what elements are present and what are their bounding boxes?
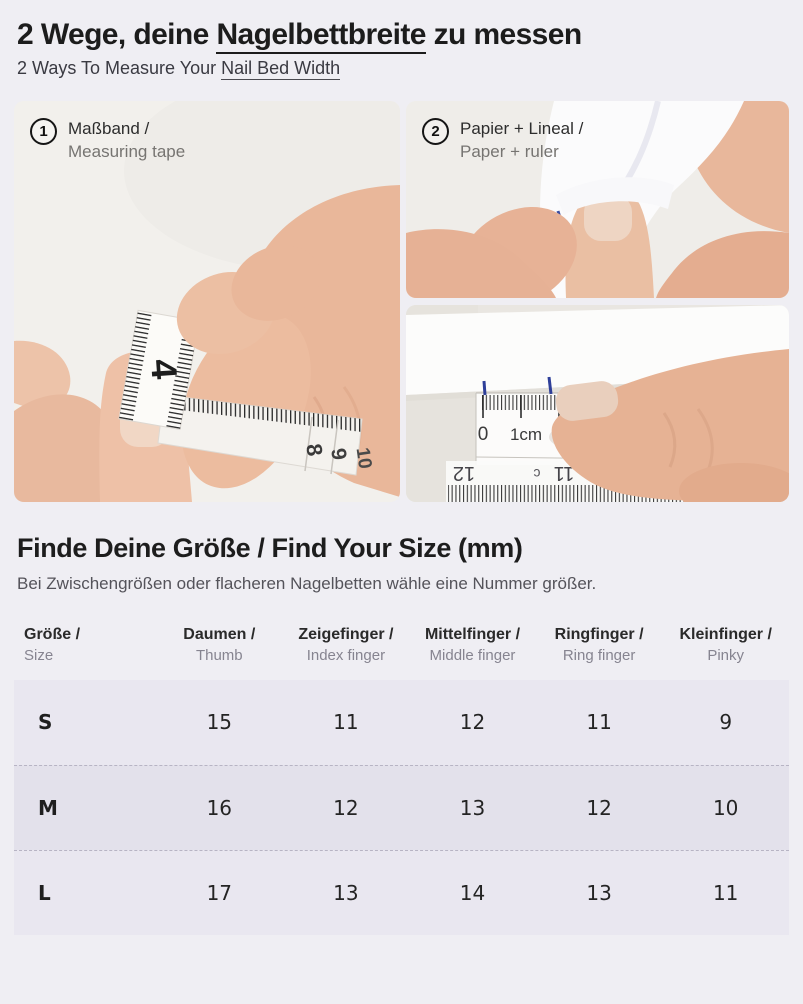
subtitle-underlined-word: Nail Bed Width bbox=[221, 58, 341, 78]
size-label: S bbox=[38, 710, 53, 735]
right-photo-column bbox=[406, 101, 789, 502]
ruler-inverted-mark-11: 11 bbox=[553, 461, 575, 484]
size-note: Bei Zwischengrößen oder flacheren Nagelbetten wähle eine Nummer größer. bbox=[17, 573, 597, 593]
method-2-label-en: Paper + ruler bbox=[460, 141, 559, 161]
method-1-caption bbox=[30, 117, 185, 163]
size-label: L bbox=[38, 880, 51, 905]
ruler-inverted-mark-c: c bbox=[533, 465, 541, 482]
method-1-label-de: Maßband / bbox=[68, 118, 150, 138]
size-table bbox=[14, 625, 789, 935]
method-1-label-en: Measuring tape bbox=[68, 141, 186, 161]
title-underlined-word: Nagelbettbreite bbox=[216, 18, 425, 54]
value-index-finger: 11 bbox=[333, 710, 359, 735]
column-header-de: Zeigefinger / bbox=[298, 625, 394, 643]
page-subtitle bbox=[17, 58, 789, 80]
table-header-row bbox=[14, 625, 789, 665]
value-ring-finger: 12 bbox=[586, 795, 612, 820]
page-header bbox=[14, 18, 789, 80]
column-header-middle-finger bbox=[409, 625, 536, 665]
ruler-illustration bbox=[406, 305, 789, 502]
column-header-en: Size bbox=[24, 646, 54, 664]
column-header-pinky bbox=[662, 625, 789, 665]
photo-paper-wrap bbox=[406, 101, 789, 298]
ruler-mark-1cm: 1cm bbox=[509, 424, 543, 444]
column-header-de: Daumen / bbox=[183, 625, 256, 643]
title-prefix: 2 Wege, deine bbox=[17, 18, 217, 51]
tape-number-4: 4 bbox=[143, 357, 186, 381]
value-thumb: 17 bbox=[206, 880, 233, 905]
value-thumb: 16 bbox=[206, 795, 233, 820]
column-header-size bbox=[14, 625, 156, 665]
column-header-de: Ringfinger / bbox=[554, 625, 644, 643]
value-pinky: 9 bbox=[719, 710, 733, 735]
page-title bbox=[17, 18, 789, 51]
method-1-number-badge: 1 bbox=[30, 118, 57, 145]
table-body bbox=[14, 680, 789, 935]
column-header-en: Thumb bbox=[195, 646, 243, 664]
column-header-en: Middle finger bbox=[429, 646, 516, 664]
column-header-de: Größe / bbox=[24, 625, 81, 643]
title-suffix: zu messen bbox=[425, 18, 582, 51]
column-header-en: Index finger bbox=[306, 646, 386, 664]
size-label: M bbox=[38, 795, 58, 820]
tape-number-10: 10 bbox=[351, 445, 376, 470]
method-2-number-badge: 2 bbox=[422, 118, 449, 145]
subtitle-prefix: 2 Ways To Measure Your bbox=[17, 58, 222, 78]
column-header-ring-finger bbox=[536, 625, 663, 665]
value-middle-finger: 13 bbox=[459, 795, 486, 820]
value-pinky: 11 bbox=[712, 880, 739, 905]
ruler-inverted-mark-12: 12 bbox=[452, 461, 476, 484]
tape-number-9: 9 bbox=[326, 446, 351, 462]
size-section bbox=[14, 533, 789, 935]
value-middle-finger: 12 bbox=[459, 710, 486, 735]
value-index-finger: 13 bbox=[333, 880, 359, 905]
column-header-thumb bbox=[156, 625, 283, 665]
table-row-size-l bbox=[14, 850, 789, 935]
value-index-finger: 12 bbox=[333, 795, 359, 820]
method-2-caption bbox=[422, 117, 583, 163]
value-middle-finger: 14 bbox=[459, 880, 486, 905]
value-thumb: 15 bbox=[206, 710, 233, 735]
table-row-size-m bbox=[14, 765, 789, 850]
method-2-label-de: Papier + Lineal / bbox=[460, 118, 584, 138]
value-pinky: 10 bbox=[712, 795, 739, 820]
pen-mark-left bbox=[484, 381, 485, 395]
value-ring-finger: 13 bbox=[586, 880, 612, 905]
photo-ruler-measure bbox=[406, 305, 789, 502]
ruler-mark-0: 0 bbox=[477, 423, 489, 445]
tape-number-8: 8 bbox=[301, 441, 328, 458]
column-header-de: Mittelfinger / bbox=[424, 625, 521, 643]
column-header-en: Pinky bbox=[707, 646, 745, 664]
photo-measuring-tape bbox=[14, 101, 400, 502]
column-header-index-finger bbox=[283, 625, 410, 665]
method-photos bbox=[14, 101, 789, 502]
column-header-de: Kleinfinger / bbox=[679, 625, 772, 643]
value-ring-finger: 11 bbox=[586, 710, 612, 735]
pen-mark-right bbox=[549, 377, 551, 394]
size-heading: Finde Deine Größe / Find Your Size (mm) bbox=[17, 532, 523, 563]
column-header-en: Ring finger bbox=[562, 646, 636, 664]
table-row-size-s bbox=[14, 680, 789, 765]
